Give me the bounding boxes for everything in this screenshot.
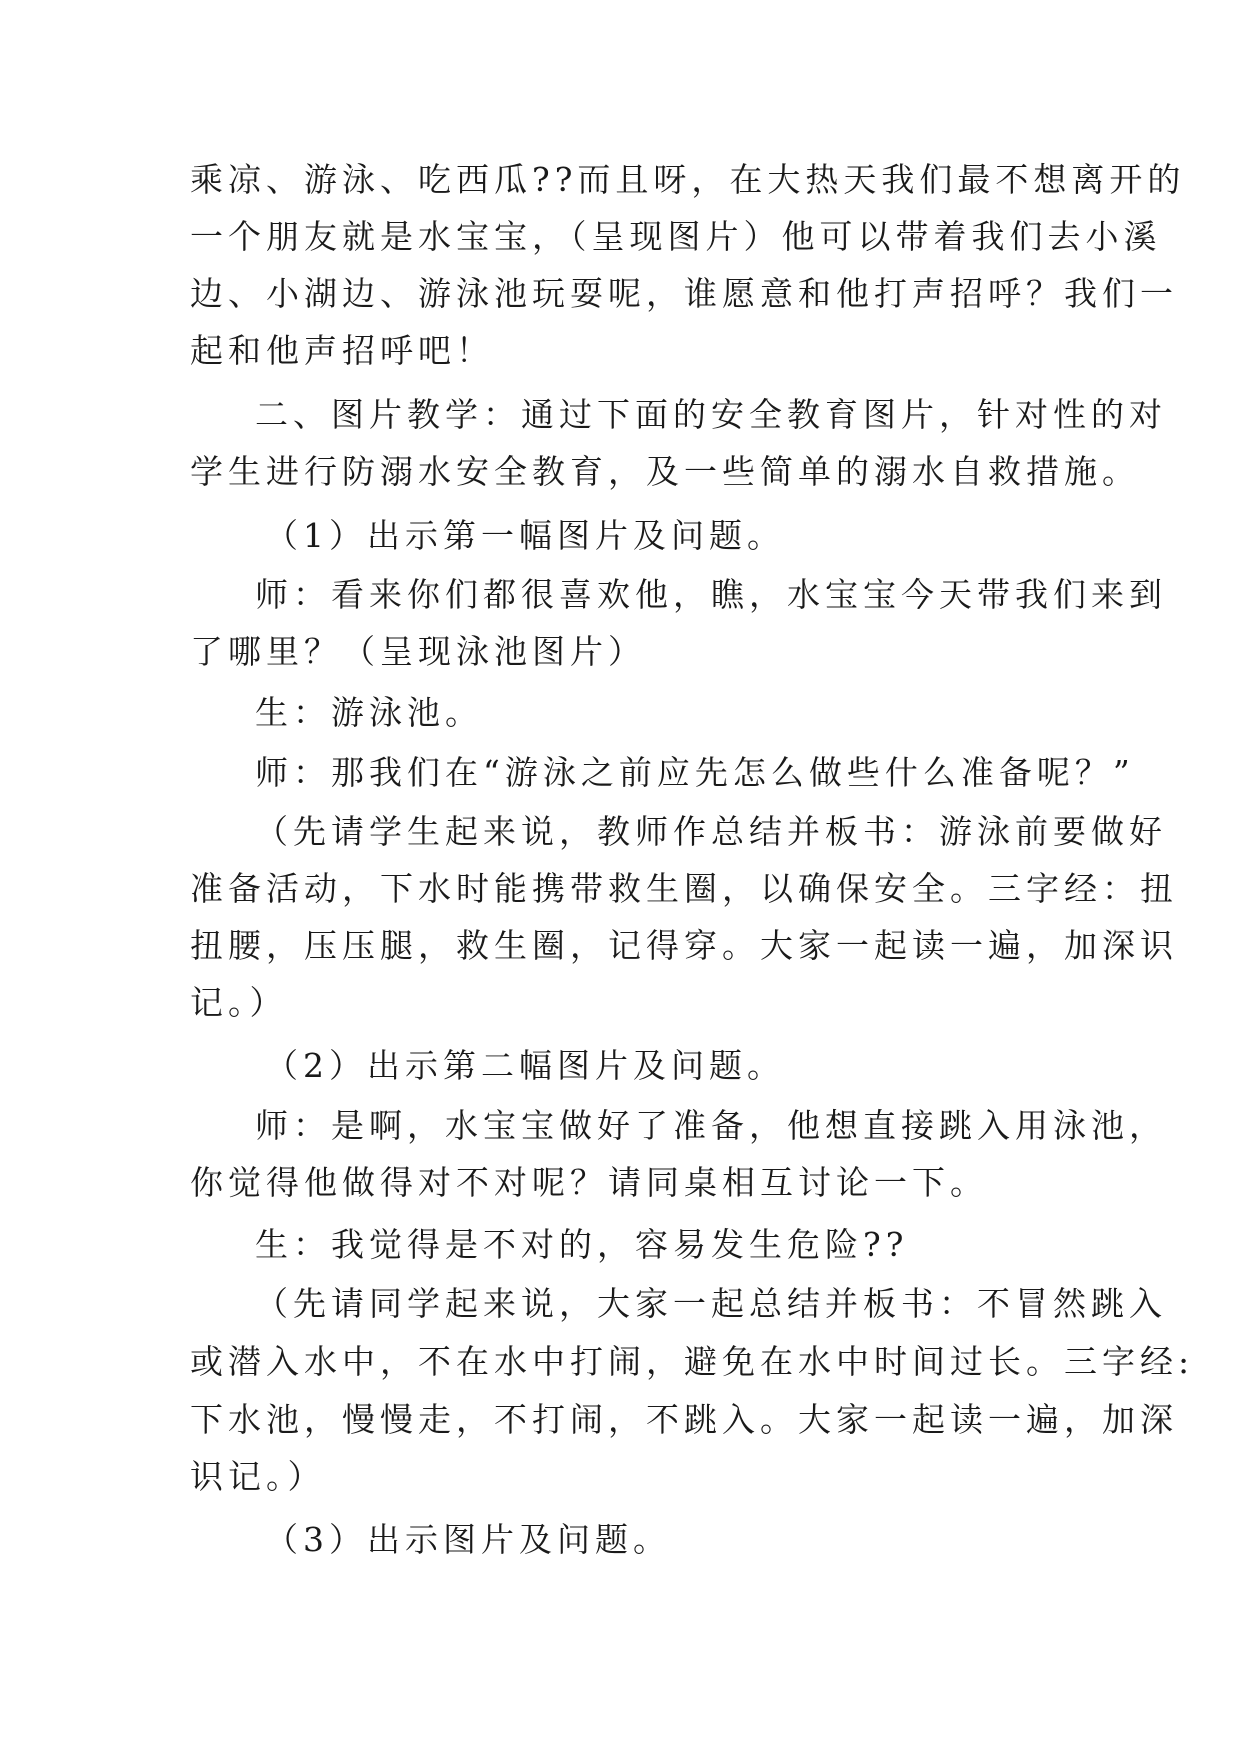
text-line: 扭腰，压压腿，救生圈，记得穿。大家一起读一遍，加深识: [190, 926, 1178, 965]
text-line: 生：我觉得是不对的，容易发生危险??: [255, 1225, 909, 1264]
text-line: （1）出示第一幅图片及问题。: [265, 516, 785, 555]
text-line: （3）出示图片及问题。: [265, 1520, 671, 1559]
text-line: 乘凉、游泳、吃西瓜??而且呀，在大热天我们最不想离开的: [190, 160, 1186, 199]
text-line: 起和他声招呼吧！: [190, 331, 494, 370]
text-line: 师：那我们在“游泳之前应先怎么做些什么准备呢？”: [255, 753, 1135, 792]
text-line: 一个朋友就是水宝宝，（呈现图片）他可以带着我们去小溪: [190, 217, 1162, 256]
text-line: （先请同学起来说，大家一起总结并板书：不冒然跳入: [255, 1284, 1167, 1323]
text-line: 生：游泳池。: [255, 693, 483, 732]
text-line: 你觉得他做得对不对呢？请同桌相互讨论一下。: [190, 1163, 988, 1202]
text-line: 准备活动，下水时能携带救生圈，以确保安全。三字经：扭: [190, 869, 1178, 908]
text-line: 师：是啊，水宝宝做好了准备，他想直接跳入用泳池，: [255, 1106, 1167, 1145]
text-line: 记。）: [190, 983, 288, 1022]
text-line: 或潜入水中，不在水中打闹，避免在水中时间过长。三字经:: [190, 1342, 1195, 1381]
text-line: 学生进行防溺水安全教育，及一些简单的溺水自救措施。: [190, 452, 1140, 491]
text-line: 边、小湖边、游泳池玩耍呢，谁愿意和他打声招呼？我们一: [190, 274, 1178, 313]
text-line: 下水池，慢慢走，不打闹，不跳入。大家一起读一遍，加深: [190, 1400, 1178, 1439]
text-line: 了哪里？（呈现泳池图片）: [190, 632, 646, 671]
text-line: （2）出示第二幅图片及问题。: [265, 1046, 785, 1085]
text-line: 师：看来你们都很喜欢他，瞧，水宝宝今天带我们来到: [255, 575, 1167, 614]
text-line: 二、图片教学：通过下面的安全教育图片，针对性的对: [255, 395, 1167, 434]
text-line: 识记。）: [190, 1457, 326, 1496]
text-line: （先请学生起来说，教师作总结并板书：游泳前要做好: [255, 812, 1167, 851]
